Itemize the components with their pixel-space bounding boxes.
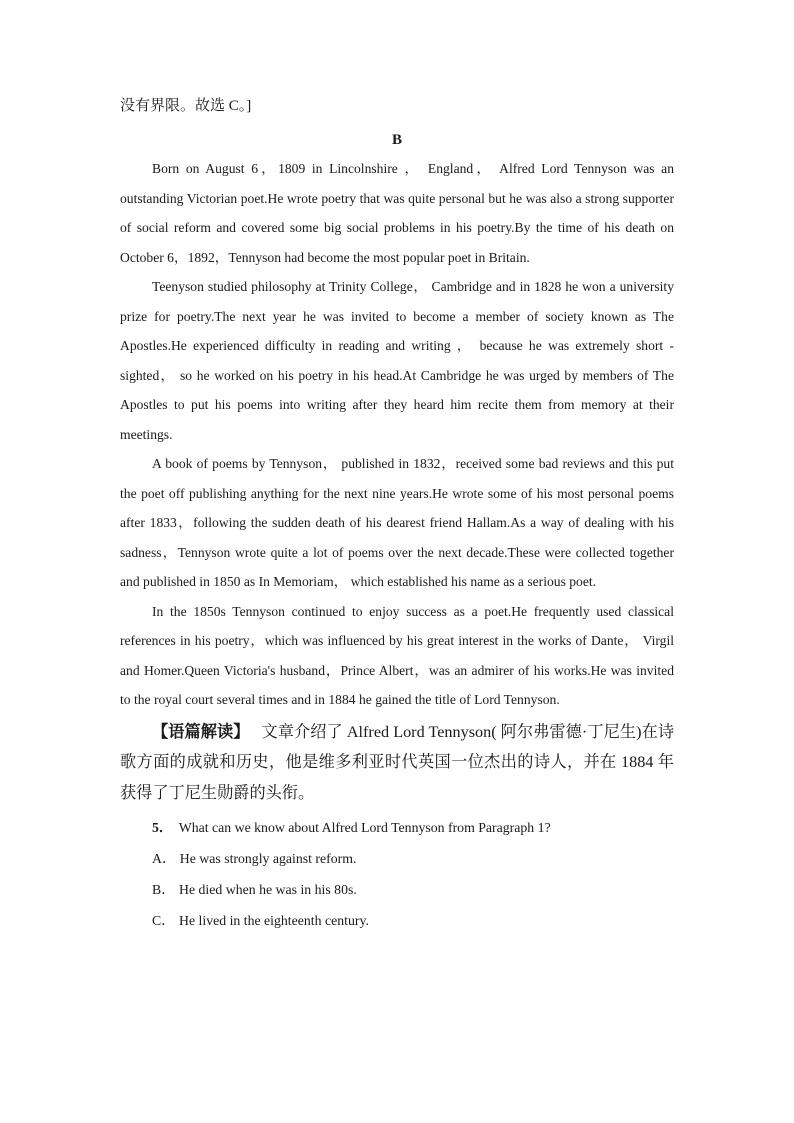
analysis-tag: 【语篇解读】 [152, 722, 250, 741]
previous-answer-tail: 没有界限。故选 C。] [120, 98, 252, 114]
option-b-letter: B． [152, 882, 175, 897]
passage-analysis [120, 717, 674, 809]
option-a-text: He was strongly against reform. [179, 851, 357, 866]
passage-paragraph-4: In the 1850s Tennyson continued to enjoy success as a poet.He frequently used classical references in his poetry，which was influenced by his great interest in the works of Dante， Virgil and Homer.Queen Victoria's husband，Prince Albert，was an admirer of his works.He was invited to the royal court several times and in 1884 he gained the title of Lord Tennyson. [120, 603, 674, 707]
analysis-text: 文章介绍了 Alfred Lord Tennyson( 阿尔弗雷德·丁尼生)在诗歌方面的成就和历史，他是维多利亚时代英国一位杰出的诗人，并在 1884 年获得了丁尼生勋爵的头衔。 [120, 722, 675, 802]
section-label: B [391, 132, 402, 148]
question-text: What can we know about Alfred Lord Tennyson from Paragraph 1? [178, 820, 551, 835]
question-number: 5． [152, 820, 173, 835]
passage-paragraph-2: Teenyson studied philosophy at Trinity College， Cambridge and in 1828 he won a university prize for poetry.The next year he was invited to become a member of society known as The Apostles.He experienced difficulty in reading and writing ， because he was extremely short - sighted， so he worked on his poetry in his head.At Cambridge he was urged by members of The Apostles to put his poems into writing after they heard him recite them from memory at their meetings. [120, 279, 674, 442]
option-a-letter: A． [152, 851, 176, 866]
passage-paragraph-3: A book of poems by Tennyson， published in 1832，received some bad reviews and this put the poet off publishing anything for the next nine years.He wrote some of his most personal poems after 1833，following the sudden death of his dearest friend Hallam.As a way of dealing with his sadness，Tennyson wrote quite a lot of poems over the next decade.These were collected together and published in 1850 as In Memoriam， which established his name as a serious poet. [120, 456, 674, 589]
document-page [120, 88, 674, 936]
option-a [120, 843, 674, 874]
option-b [120, 874, 674, 905]
option-c-text: He lived in the eighteenth century. [179, 913, 369, 928]
option-c-letter: C． [152, 913, 175, 928]
passage-paragraph-1: Born on August 6，1809 in Lincolnshire ， England， Alfred Lord Tennyson was an outstanding Victorian poet.He wrote poetry that was quite personal but he was also a strong supporter of social reform and covered some big social problems in his poetry.By the time of his death on October 6，1892，Tennyson had become the most popular poet in Britain. [120, 161, 674, 265]
option-b-text: He died when he was in his 80s. [179, 882, 357, 897]
question-stem [120, 812, 674, 843]
option-c [120, 905, 674, 936]
